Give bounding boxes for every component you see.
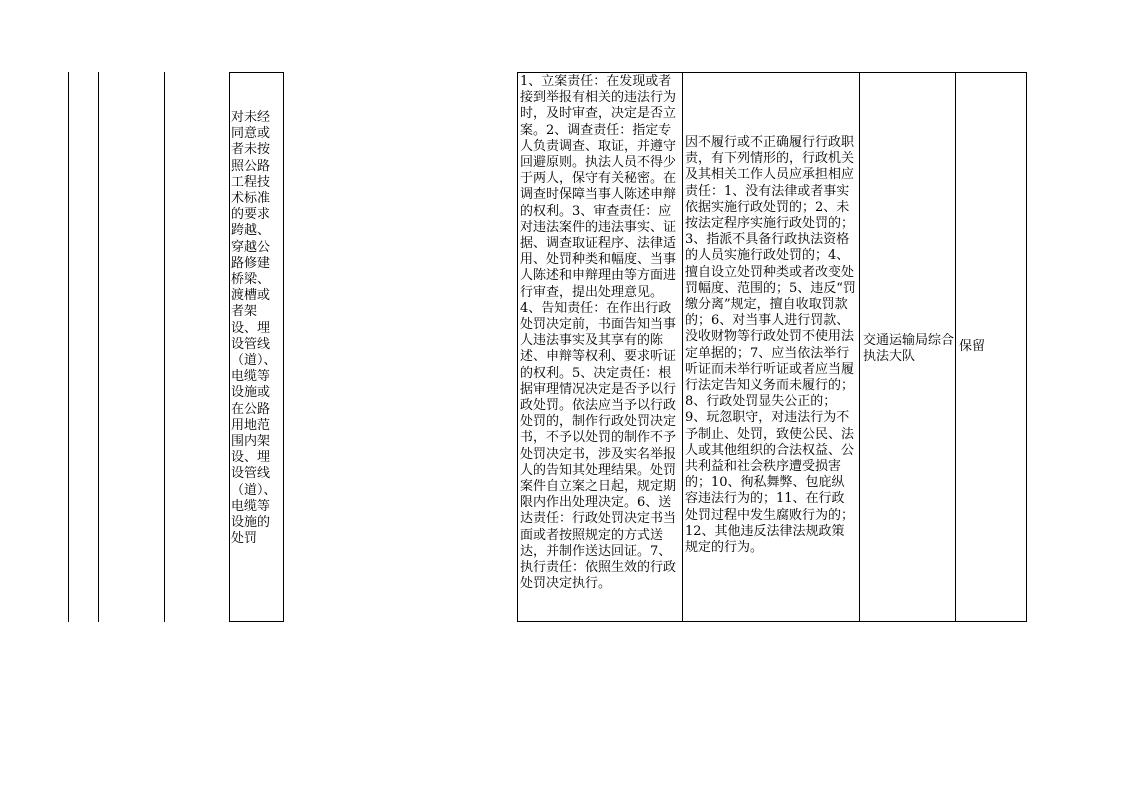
table-border-left	[68, 72, 69, 622]
status-text: 保留	[959, 339, 986, 354]
table-border-col-department	[859, 72, 860, 622]
table-border-col-status	[955, 72, 956, 622]
accountability-text: 因不履行或不正确履行行政职责，有下列情形的，行政机关及其相关工作人员应承担相应责任：1、没有法律或者事实依据实施行政处罚的；2、未按法定程序实施行政处罚的；3、指派不具备行政执法资格的人员实施行政处罚的；4、擅自设立处罚种类或者改变处罚幅度、范围的；5、违反“罚缴分离”规定，擅自收取罚款的；6、对当事人进行罚款、没收财物等行政处罚不使用法定单据的；7、应当依法举行听证而未举行听证或者应当履行法定告知义务而未履行的；8、行政处罚显失公正的；9、玩忽职守，对违法行为不予制止、处罚，致使公民、法人或其他组织的合法权益、公共利益和社会秩序遭受损害的；10、徇私舞弊、包庇纵容违法行为的；11、在行政处罚过程中发生腐败行为的；12、其他违反法律法规政策规定的行为。	[685, 135, 856, 556]
responsibility-text: 1、立案责任：在发现或者接到举报有相关的违法行为时，及时审查，决定是否立案。2、调查责任：指定专人负责调查、取证，并遵守回避原则。执法人员不得少于两人，保守有关秘密。在调查时保障当事人陈述申辩的权利。3、审查责任：应对违法案件的违法事实、证据、调查取证程序、法律适用、处罚种类和幅度、当事人陈述和申辩理由等方面进行审查，提出处理意见。4、告知责任：在作出行政处罚决定前，书面告知当事人违法事实及其享有的陈述、申辩等权利、要求听证的权利。5、决定责任：根据审理情况决定是否予以行政处罚。依法应当予以行政处罚的，制作行政处罚决定书，不予以处罚的制作不予处罚决定书，涉及实名举报人的告知其处理结果。处罚案件自立案之日起，规定期限内作出处理决定。6、送达责任：行政处罚决定书当面或者按照规定的方式送达，并制作送达回证。7、执行责任：依照生效的行政处罚决定执行。	[520, 74, 677, 592]
table-border-col2	[164, 72, 165, 622]
table-border-col-accountability	[682, 72, 683, 622]
department-text: 交通运输局综合执法大队	[863, 333, 955, 365]
table-border-col1	[98, 72, 99, 622]
item-name-text: 对未经同意或者未按照公路工程技术标准的要求跨越、穿越公路修建桥梁、渡槽或者架设、埋设管线（道）、电缆等设施或在公路用地范围内架设、埋设管线（道）、电缆等设施的处罚	[231, 110, 277, 547]
